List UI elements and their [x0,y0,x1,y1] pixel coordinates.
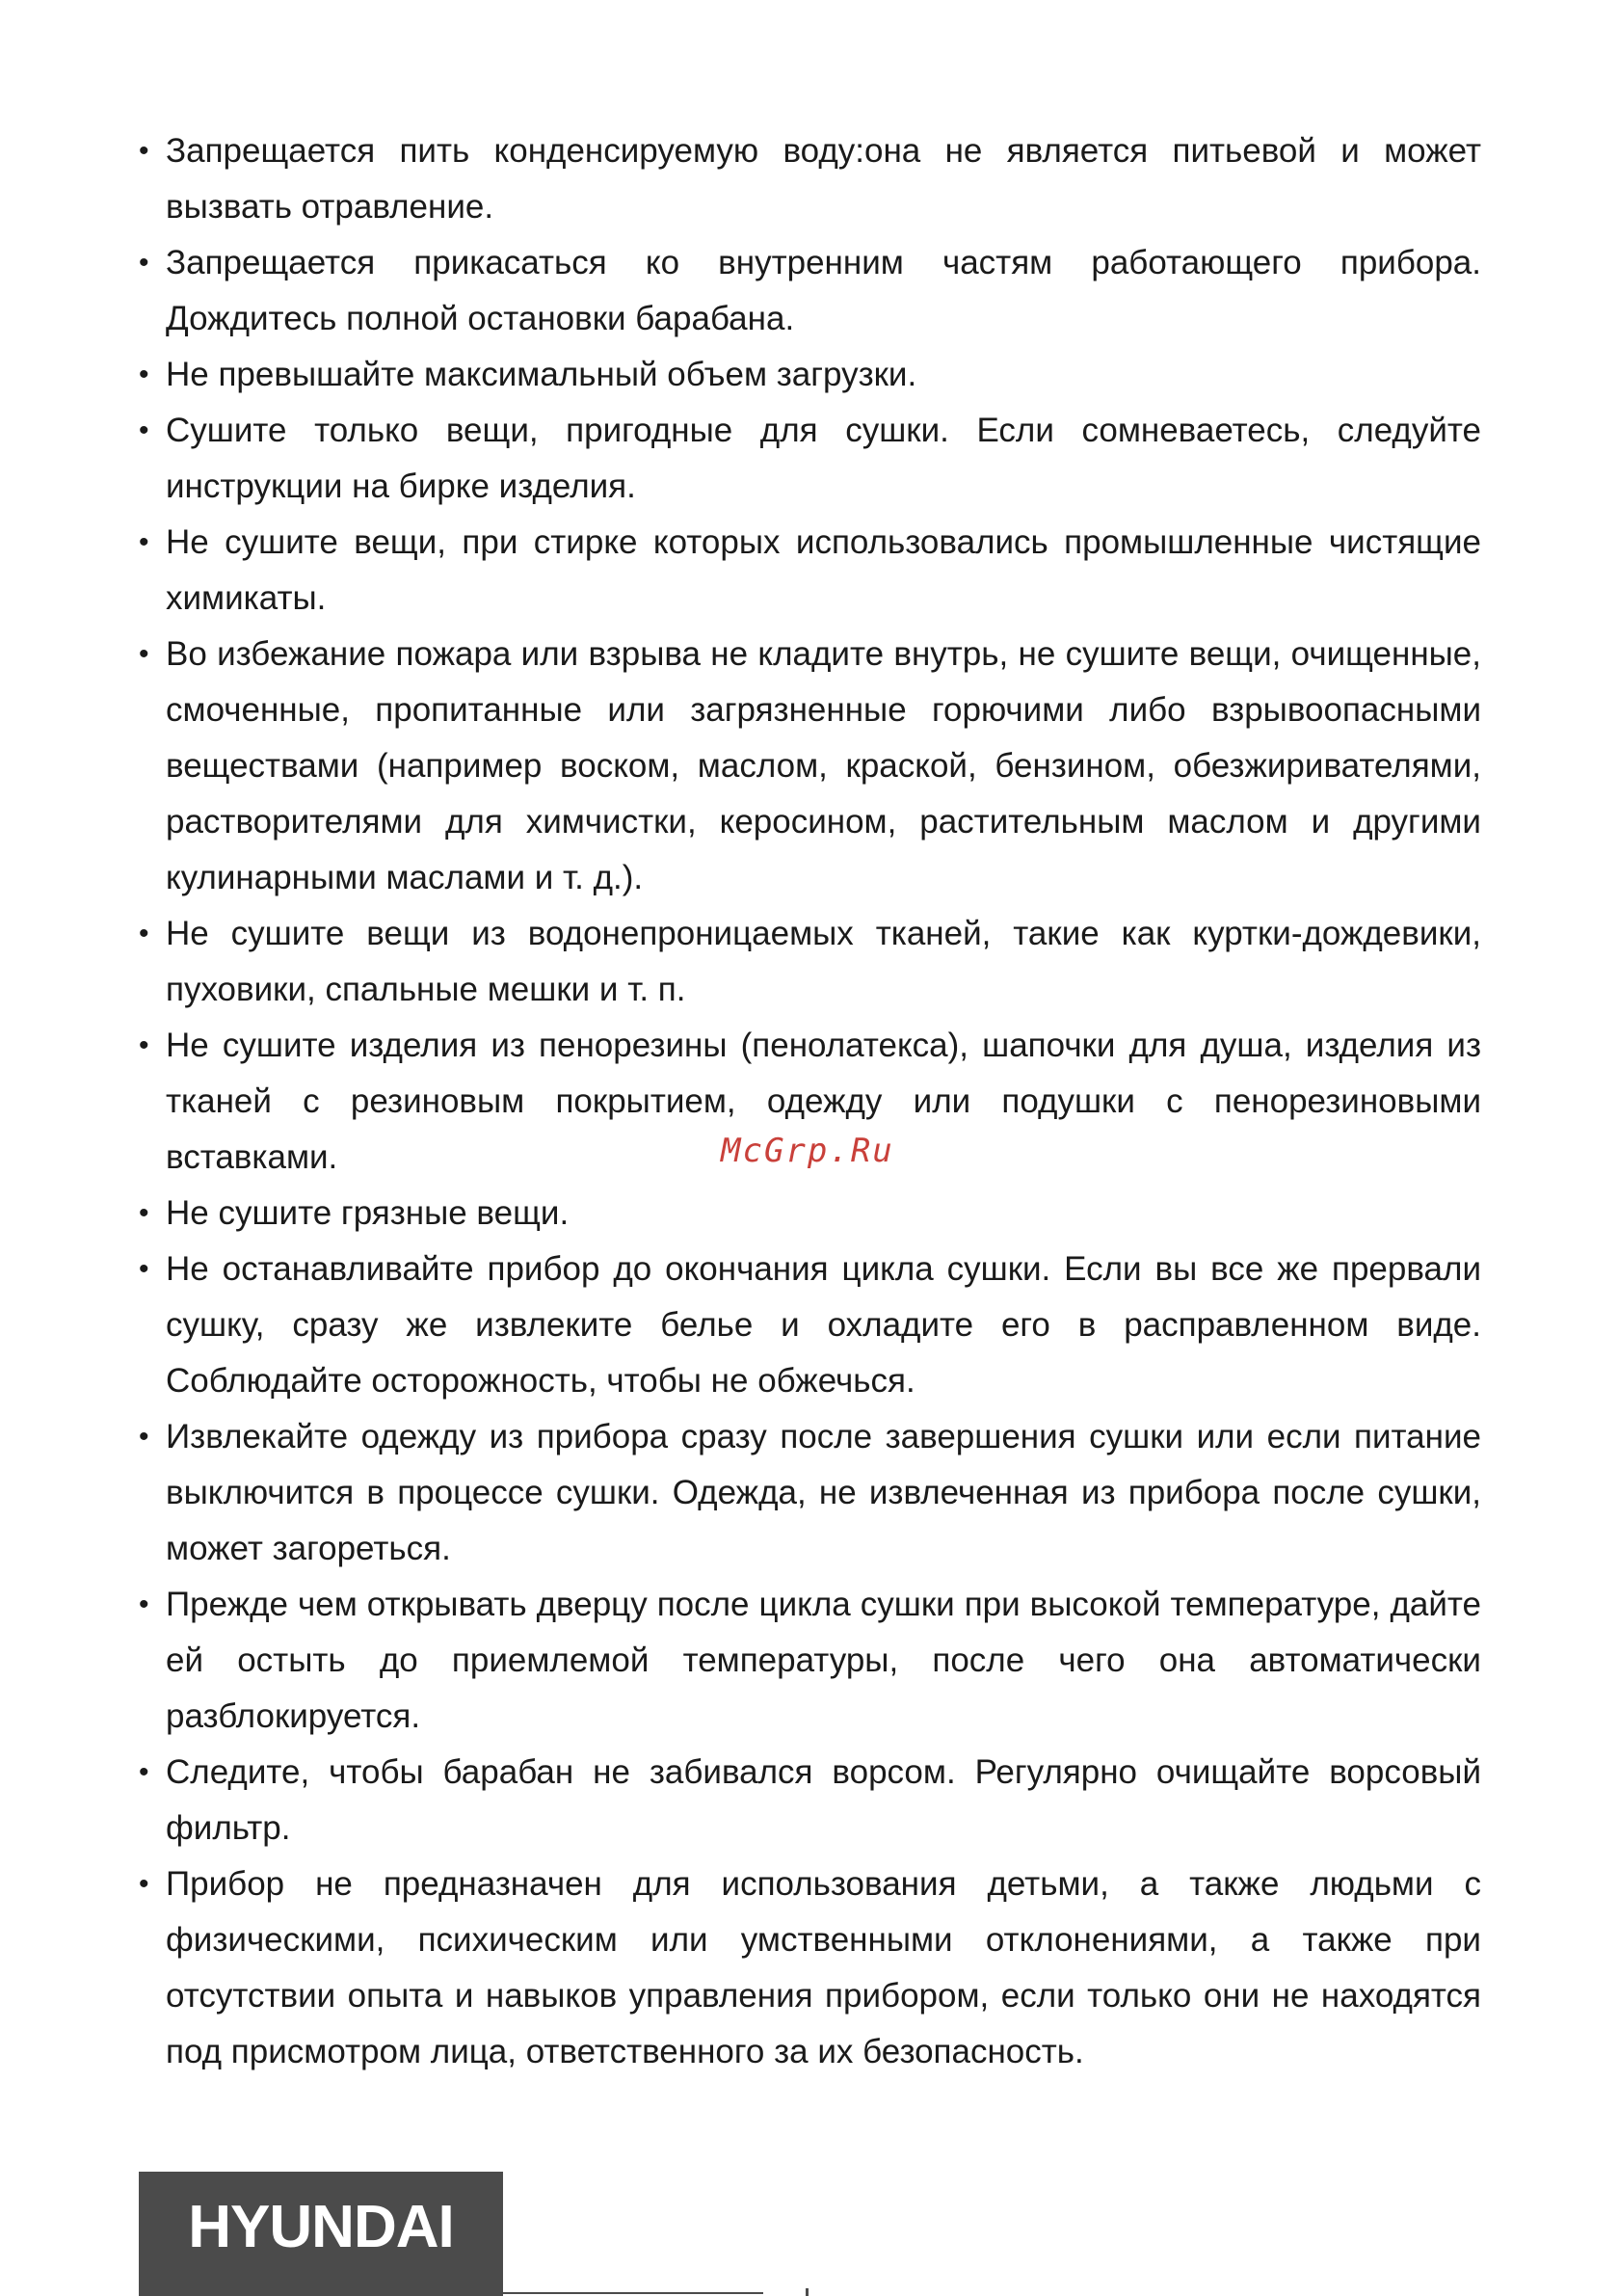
list-item-text: Не сушите изделия из пенорезины (пенолатекса), шапочки для душа, изделия из тканей с резиновым покрытием, одежду или подушки с пенорезиновыми вставками. [166,1027,1481,1176]
bullet-icon: • [139,526,149,558]
list-item-text: Прибор не предназначен для использования детьми, а также людьми с физическими, психическим или умственными отклонениями, а также при отсутствии опыта и навыков управления прибором, если только они не находятся под присмотром лица, ответственного за их безопасность. [166,1865,1481,2070]
list-item [139,627,1481,906]
bullet-icon: • [139,638,149,670]
bullet-icon: • [139,1029,149,1061]
bullet-icon: • [139,359,149,390]
list-item-text: Во избежание пожара или взрыва не кладите внутрь, не сушите вещи, очищенные, смоченные, пропитанные или загрязненные горючими либо взрывоопасными веществами (например воском, маслом, краской, бензином, обезжиривателями, растворителями для химчистки, керосином, растительным маслом и другими кулинарными маслами и т. д.). [166,635,1481,896]
list-item-text: Запрещается пить конденсируемую воду:она не является питьевой и может вызвать отравление. [166,132,1481,226]
footer-divider [503,2292,763,2294]
list-item-text: Извлекайте одежду из прибора сразу после завершения сушки или если питание выключится в процессе сушки. Одежда, не извлеченная из прибора после сушки, может загореться. [166,1418,1481,1567]
watermark: McGrp.Ru [721,1132,894,1170]
list-item [139,403,1481,515]
list-item [139,1856,1481,2080]
list-item [139,347,1481,403]
bullet-icon: • [139,918,149,949]
bullet-icon: • [139,1253,149,1285]
list-item [139,123,1481,235]
bullet-icon: • [139,1868,149,1900]
bullet-icon: • [139,1589,149,1620]
list-item-text: Не сушите вещи, при стирке которых использовались промышленные чистящие химикаты. [166,523,1481,617]
list-item [139,906,1481,1018]
bullet-icon: • [139,1421,149,1453]
list-item [139,1409,1481,1577]
list-item-text: Прежде чем открывать дверцу после цикла сушки при высокой температуре, дайте ей остыть до приемлемой температуры, после чего она автоматически разблокируется. [166,1586,1481,1735]
footer-tick [806,2288,809,2296]
list-item-text: Сушите только вещи, пригодные для сушки. Если сомневаетесь, следуйте инструкции на бирке изделия. [166,412,1481,505]
bullet-icon: • [139,1197,149,1229]
bullet-icon: • [139,1756,149,1788]
list-item-text: Следите, чтобы барабан не забивался ворсом. Регулярно очищайте ворсовый фильтр. [166,1753,1481,1847]
list-item-text: Не превышайте максимальный объем загрузки. [166,356,917,393]
brand-logo [139,2172,503,2296]
list-item-text: Не останавливайте прибор до окончания цикла сушки. Если вы все же прервали сушку, сразу же извлеките белье и охладите его в расправленном виде. Соблюдайте осторожность, чтобы не обжечься. [166,1250,1481,1400]
bullet-icon: • [139,414,149,446]
list-item-text: Запрещается прикасаться ко внутренним частям работающего прибора. Дождитесь полной остановки барабана. [166,244,1481,337]
list-item [139,1186,1481,1241]
list-item [139,1745,1481,1856]
list-item-text: Не сушите грязные вещи. [166,1194,570,1232]
bullet-icon: • [139,247,149,279]
safety-instructions-list [0,123,1618,2080]
list-item [139,235,1481,347]
list-item [139,1241,1481,1409]
list-item [139,1577,1481,1745]
brand-logo-text: HYUNDAI [188,2194,454,2260]
bullet-icon: • [139,135,149,167]
list-item [139,515,1481,627]
list-item-text: Не сушите вещи из водонепроницаемых тканей, такие как куртки-дождевики, пуховики, спальные мешки и т. п. [166,915,1481,1008]
